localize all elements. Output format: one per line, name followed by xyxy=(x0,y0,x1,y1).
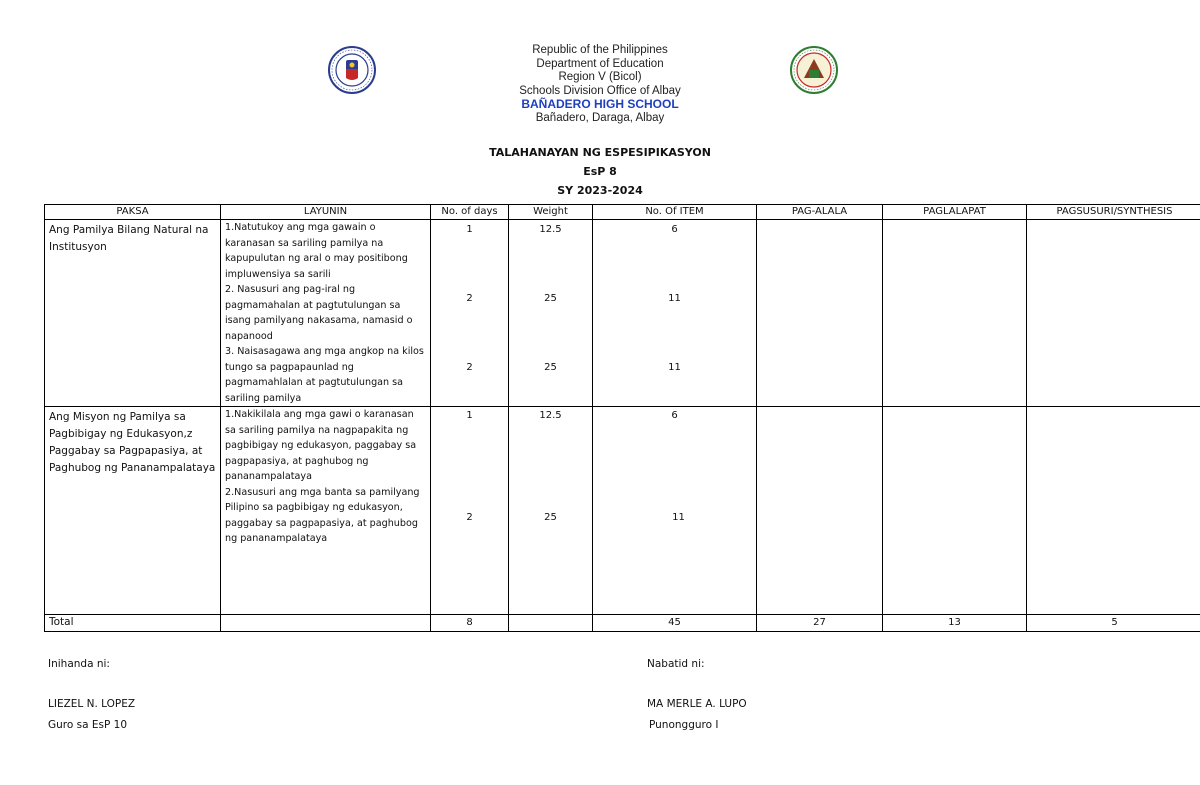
weight-value: 25 xyxy=(544,293,557,304)
header-paglalapat: PAGLALAPAT xyxy=(883,205,1027,220)
topic-cell: Ang Misyon ng Pamilya sa Pagbibigay ng Edukasyon,z Paggabay sa Pagpapasiya, at Paghubog ng Pananampalataya xyxy=(45,407,221,615)
objective-text: 1.Nakikilala ang mga gawi o karanasan sa sariling pamilya na nagpapakita ng pagbibigay ng edukasyon, paggabay sa pagpapasiya, at paghubog ng pananampalataya xyxy=(225,409,417,482)
objectives-cell xyxy=(221,220,431,407)
table-row xyxy=(45,407,1200,615)
total-days: 8 xyxy=(431,615,509,632)
objectives-cell xyxy=(221,407,431,615)
prepared-by-label: Inihanda ni: xyxy=(48,658,110,670)
table-row xyxy=(45,220,1200,407)
objective-text: 1.Natutukoy ang mga gawain o karanasan sa sariling pamilya na kapupulutan ng aral o may positibong impluwensiya sa sarili xyxy=(225,222,408,280)
items-value: 11 xyxy=(672,512,685,523)
objective-text: 2. Nasusuri ang pag-iral ng pagmamahalan at pagtutulungan sa isang pamilyang nakasama, namasid o napanood xyxy=(225,284,413,342)
document-title: TALAHANAYAN NG ESPESIPIKASYON xyxy=(489,146,711,159)
pag-alala-cell xyxy=(757,407,883,615)
header-days: No. of days xyxy=(431,205,509,220)
days-value: 2 xyxy=(466,512,473,523)
total-pag-alala: 27 xyxy=(757,615,883,632)
weight-value: 12.5 xyxy=(539,410,562,421)
items-cell xyxy=(593,220,757,407)
table-header-row xyxy=(45,205,1200,220)
specification-table xyxy=(44,204,1200,632)
total-items: 45 xyxy=(593,615,757,632)
items-cell xyxy=(593,407,757,615)
header-region: Region V (Bicol) xyxy=(558,71,642,83)
total-label: Total xyxy=(45,615,221,632)
header-pagsusuri: PAGSUSURI/SYNTHESIS xyxy=(1027,205,1200,220)
items-value: 6 xyxy=(671,224,678,235)
total-weight-empty xyxy=(509,615,593,632)
days-cell xyxy=(431,407,509,615)
weight-value: 25 xyxy=(544,362,557,373)
days-value: 2 xyxy=(466,293,473,304)
items-value: 11 xyxy=(668,362,681,373)
weight-value: 12.5 xyxy=(539,224,562,235)
paglalapat-cell xyxy=(883,407,1027,615)
header-address: Bañadero, Daraga, Albay xyxy=(535,111,665,124)
weight-cell xyxy=(509,407,593,615)
prepared-by-position: Guro sa EsP 10 xyxy=(48,719,128,731)
paglalapat-cell xyxy=(883,220,1027,407)
header-paksa: PAKSA xyxy=(45,205,221,220)
letterhead xyxy=(0,44,1200,125)
total-row xyxy=(45,615,1200,632)
items-value: 11 xyxy=(668,293,681,304)
days-value: 1 xyxy=(466,410,473,421)
weight-cell xyxy=(509,220,593,407)
days-value: 1 xyxy=(466,224,473,235)
header-items: No. Of ITEM xyxy=(593,205,757,220)
objective-text: 2.Nasusuri ang mga banta sa pamilyang Pilipino sa pagbibigay ng edukasyon, paggabay sa pagpapasiya, at paghubog ng pananampalataya xyxy=(225,486,420,544)
prepared-by-name: LIEZEL N. LOPEZ xyxy=(48,698,136,710)
header-school-name: BAÑADERO HIGH SCHOOL xyxy=(521,97,679,111)
noted-by-position: Punongguro I xyxy=(649,719,719,731)
noted-by-label: Nabatid ni: xyxy=(647,658,705,670)
items-value: 6 xyxy=(671,410,678,421)
document-school-year: SY 2023-2024 xyxy=(557,184,643,197)
total-pagsusuri: 5 xyxy=(1027,615,1200,632)
total-paglalapat: 13 xyxy=(883,615,1027,632)
pag-alala-cell xyxy=(757,220,883,407)
header-weight: Weight xyxy=(509,205,593,220)
days-value: 2 xyxy=(466,362,473,373)
total-layunin-empty xyxy=(221,615,431,632)
noted-by-name: MA MERLE A. LUPO xyxy=(647,698,747,710)
header-department: Department of Education xyxy=(536,57,664,70)
header-division: Schools Division Office of Albay xyxy=(519,84,681,97)
header-layunin: LAYUNIN xyxy=(221,205,431,220)
document-subject: EsP 8 xyxy=(583,165,617,178)
header-pag-alala: PAG-ALALA xyxy=(757,205,883,220)
days-cell xyxy=(431,220,509,407)
pagsusuri-cell xyxy=(1027,407,1200,615)
weight-value: 25 xyxy=(544,512,557,523)
pagsusuri-cell xyxy=(1027,220,1200,407)
document-title-block xyxy=(0,143,1200,200)
objective-text: 3. Naisasagawa ang mga angkop na kilos tungo sa pagpapaunlad ng pagmamahlalan at pagtutulungan sa sariling pamilya xyxy=(225,346,424,404)
topic-cell: Ang Pamilya Bilang Natural na Institusyon xyxy=(45,220,221,407)
header-country: Republic of the Philippines xyxy=(532,44,668,56)
